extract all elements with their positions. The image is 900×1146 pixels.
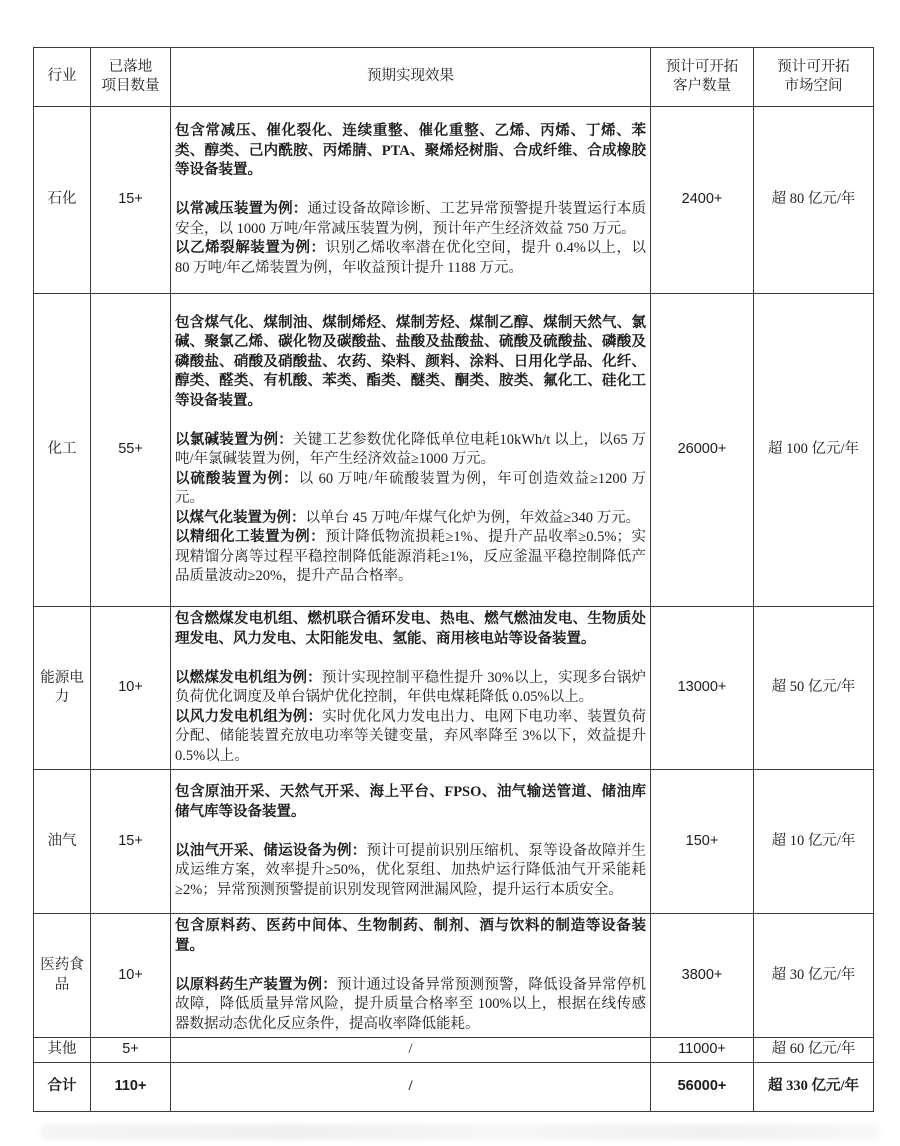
effect-example [175, 528, 646, 587]
example-body: 实时优化风力发电出力、电网下电功率、装置负荷分配、储能装置充放电功率等关键变量，弃风率降至 3%以下，效益提升 0.5%以上。 [175, 708, 647, 764]
table-row-chemical [34, 294, 874, 607]
effect-example [175, 976, 646, 1035]
example-body: 以单台 45 万吨/年煤气化炉为例，年效益≥340 万元。 [305, 509, 641, 526]
industry-label: 其他 [34, 1038, 91, 1063]
market-space: 超 10 亿元/年 [754, 770, 874, 914]
example-lead: 以硫酸装置为例： [175, 470, 299, 487]
example-lead: 以常减压装置为例： [175, 201, 308, 217]
customers-count: 2400+ [651, 107, 754, 294]
industry-label: 化工 [34, 294, 91, 607]
effect-slash: / [171, 1038, 651, 1063]
customers-count: 26000+ [651, 294, 754, 607]
effect-example [175, 669, 646, 708]
industry-label: 石化 [34, 107, 91, 294]
projects-count: 5+ [91, 1038, 171, 1063]
header-effect-label: 预期实现效果 [367, 68, 454, 85]
header-cell-industry [34, 48, 91, 107]
projects-count: 10+ [91, 914, 171, 1038]
customers-count: 56000+ [651, 1062, 754, 1111]
effect-example [175, 200, 646, 239]
customers-count: 3800+ [651, 914, 754, 1038]
market-space: 超 30 亿元/年 [754, 914, 874, 1038]
market-space: 超 50 亿元/年 [754, 607, 874, 770]
example-lead: 以氯碱装置为例： [175, 431, 293, 448]
effect-intro: 包含常减压、催化裂化、连续重整、催化重整、乙烯、丙烯、丁烯、苯类、醇类、己内酰胺、丙烯腈、PTA、聚烯烃树脂、合成纤维、合成橡胶等设备装置。 [175, 123, 646, 178]
industry-label: 医药食品 [34, 914, 91, 1038]
table-row-other [34, 1038, 874, 1063]
example-body: 识别乙烯收率潜在优化空间，提升 0.4%以上，以 80 万吨/年乙烯装置为例，年收益预计提升 1188 万元。 [175, 240, 647, 276]
example-lead: 以燃煤发电机组为例： [175, 669, 322, 686]
industry-label: 油气 [34, 770, 91, 914]
market-space: 超 60 亿元/年 [754, 1038, 874, 1063]
projects-count: 55+ [91, 294, 171, 607]
effect-intro: 包含煤气化、煤制油、煤制烯烃、煤制芳烃、煤制乙醇、煤制天然气、氯碱、聚氯乙烯、碳化物及碳酸盐、盐酸及盐酸盐、硫酸及硫酸盐、磷酸及磷酸盐、硝酸及硝酸盐、农药、染料、颜料、涂料、日用化学品、化纤、醇类、醛类、有机酸、苯类、酯类、醚类、酮类、胺类、氟化工、硅化工等设备装置。 [175, 314, 646, 409]
header-row [34, 48, 874, 107]
header-cell-projects [91, 48, 171, 107]
customers-count: 150+ [651, 770, 754, 914]
header-market-line1: 预计可开拓 [777, 58, 850, 75]
example-body: 关键工艺参数优化降低单位电耗10kWh/t 以上，以65 万吨/年氯碱装置为例，年产生经济效益≥1000 万元。 [175, 431, 646, 467]
table-row-total [34, 1062, 874, 1111]
effect-intro: 包含原料药、医药中间体、生物制药、制剂、酒与饮料的制造等设备装置。 [175, 918, 646, 954]
effect-example [175, 470, 646, 509]
customers-count: 13000+ [651, 607, 754, 770]
header-customers-line1: 预计可开拓 [665, 58, 739, 75]
example-lead: 以原料药生产装置为例： [175, 976, 337, 993]
projects-count: 15+ [91, 770, 171, 914]
header-projects-line2: 项目数量 [101, 78, 160, 94]
industry-label: 合计 [34, 1062, 91, 1111]
header-cell-effect [171, 48, 651, 107]
example-body: 通过设备故障诊断、工艺异常预警提升装置运行本质安全，以 1000 万吨/年常减压装置为例，预计年产生经济效益 750 万元。 [175, 201, 647, 237]
header-cell-market [754, 48, 874, 107]
customers-count: 11000+ [651, 1038, 754, 1063]
example-body: 预计通过设备异常预测预警，降低设备异常停机故障，降低质量异常风险，提升质量合格率至 100%以上，根据在线传感器数据动态优化反应条件，提高收率降低能耗。 [175, 976, 646, 1032]
projects-count: 110+ [91, 1062, 171, 1111]
effect-intro: 包含原油开采、天然气开采、海上平台、FPSO、油气输送管道、储油库储气库等设备装置。 [175, 784, 646, 820]
market-space: 超 330 亿元/年 [754, 1062, 874, 1111]
table-row-oil-gas [34, 770, 874, 914]
industry-effects-table [33, 47, 874, 1112]
example-lead: 以煤气化装置为例： [175, 509, 306, 526]
example-lead: 以乙烯裂解装置为例： [175, 240, 326, 256]
table-row-pharma-food [34, 914, 874, 1038]
effect-slash: / [171, 1062, 651, 1111]
example-lead: 以精细化工装置为例： [175, 529, 326, 545]
table-row-energy-power [34, 607, 874, 770]
example-body: 预计实现控制平稳性提升 30%以上，实现多台锅炉负荷优化调度及单台锅炉优化控制，年供电煤耗降低 0.05%以上。 [175, 669, 647, 705]
header-industry-label: 行业 [47, 68, 77, 85]
table-row-petrochemical [34, 107, 874, 294]
effect-example [175, 509, 646, 529]
scan-watermark-smudge [40, 1124, 880, 1140]
header-customers-line2: 客户数量 [673, 78, 731, 94]
effect-intro: 包含燃煤发电机组、燃机联合循环发电、热电、燃气燃油发电、生物质处理发电、风力发电、太阳能发电、氢能、商用核电站等设备装置。 [175, 611, 646, 647]
effect-example [175, 842, 646, 901]
effect-cell [171, 294, 651, 607]
effect-example [175, 239, 646, 278]
header-market-line2: 市场空间 [784, 78, 843, 94]
projects-count: 10+ [91, 607, 171, 770]
projects-count: 15+ [91, 107, 171, 294]
market-space: 超 100 亿元/年 [754, 294, 874, 607]
effect-example [175, 708, 646, 767]
industry-label: 能源电力 [34, 607, 91, 770]
header-projects-line1: 已落地 [108, 58, 153, 75]
example-body: 以 60 万吨/年硫酸装置为例，年可创造效益≥1200 万元。 [175, 470, 646, 506]
effect-cell [171, 607, 651, 770]
effect-example [175, 431, 646, 470]
effect-cell [171, 770, 651, 914]
effect-cell [171, 914, 651, 1038]
effect-cell [171, 107, 651, 294]
example-body: 预计可提前识别压缩机、泵等设备故障并生成运维方案，效率提升≥50%，优化泵组、加热炉运行降低油气开采能耗≥2%；异常预测预警提前识别发现管网泄漏风险，提升运行本质安全。 [175, 842, 647, 898]
header-cell-customers [651, 48, 754, 107]
example-lead: 以风力发电机组为例： [175, 708, 323, 725]
example-body: 预计降低物流损耗≥1%、提升产品收率≥0.5%；实现精馏分离等过程平稳控制降低能源消耗≥1%，反应釜温平稳控制降低产品质量波动≥20%，提升产品合格率。 [175, 529, 646, 584]
example-lead: 以油气开采、储运设备为例： [175, 842, 367, 859]
market-space: 超 80 亿元/年 [754, 107, 874, 294]
